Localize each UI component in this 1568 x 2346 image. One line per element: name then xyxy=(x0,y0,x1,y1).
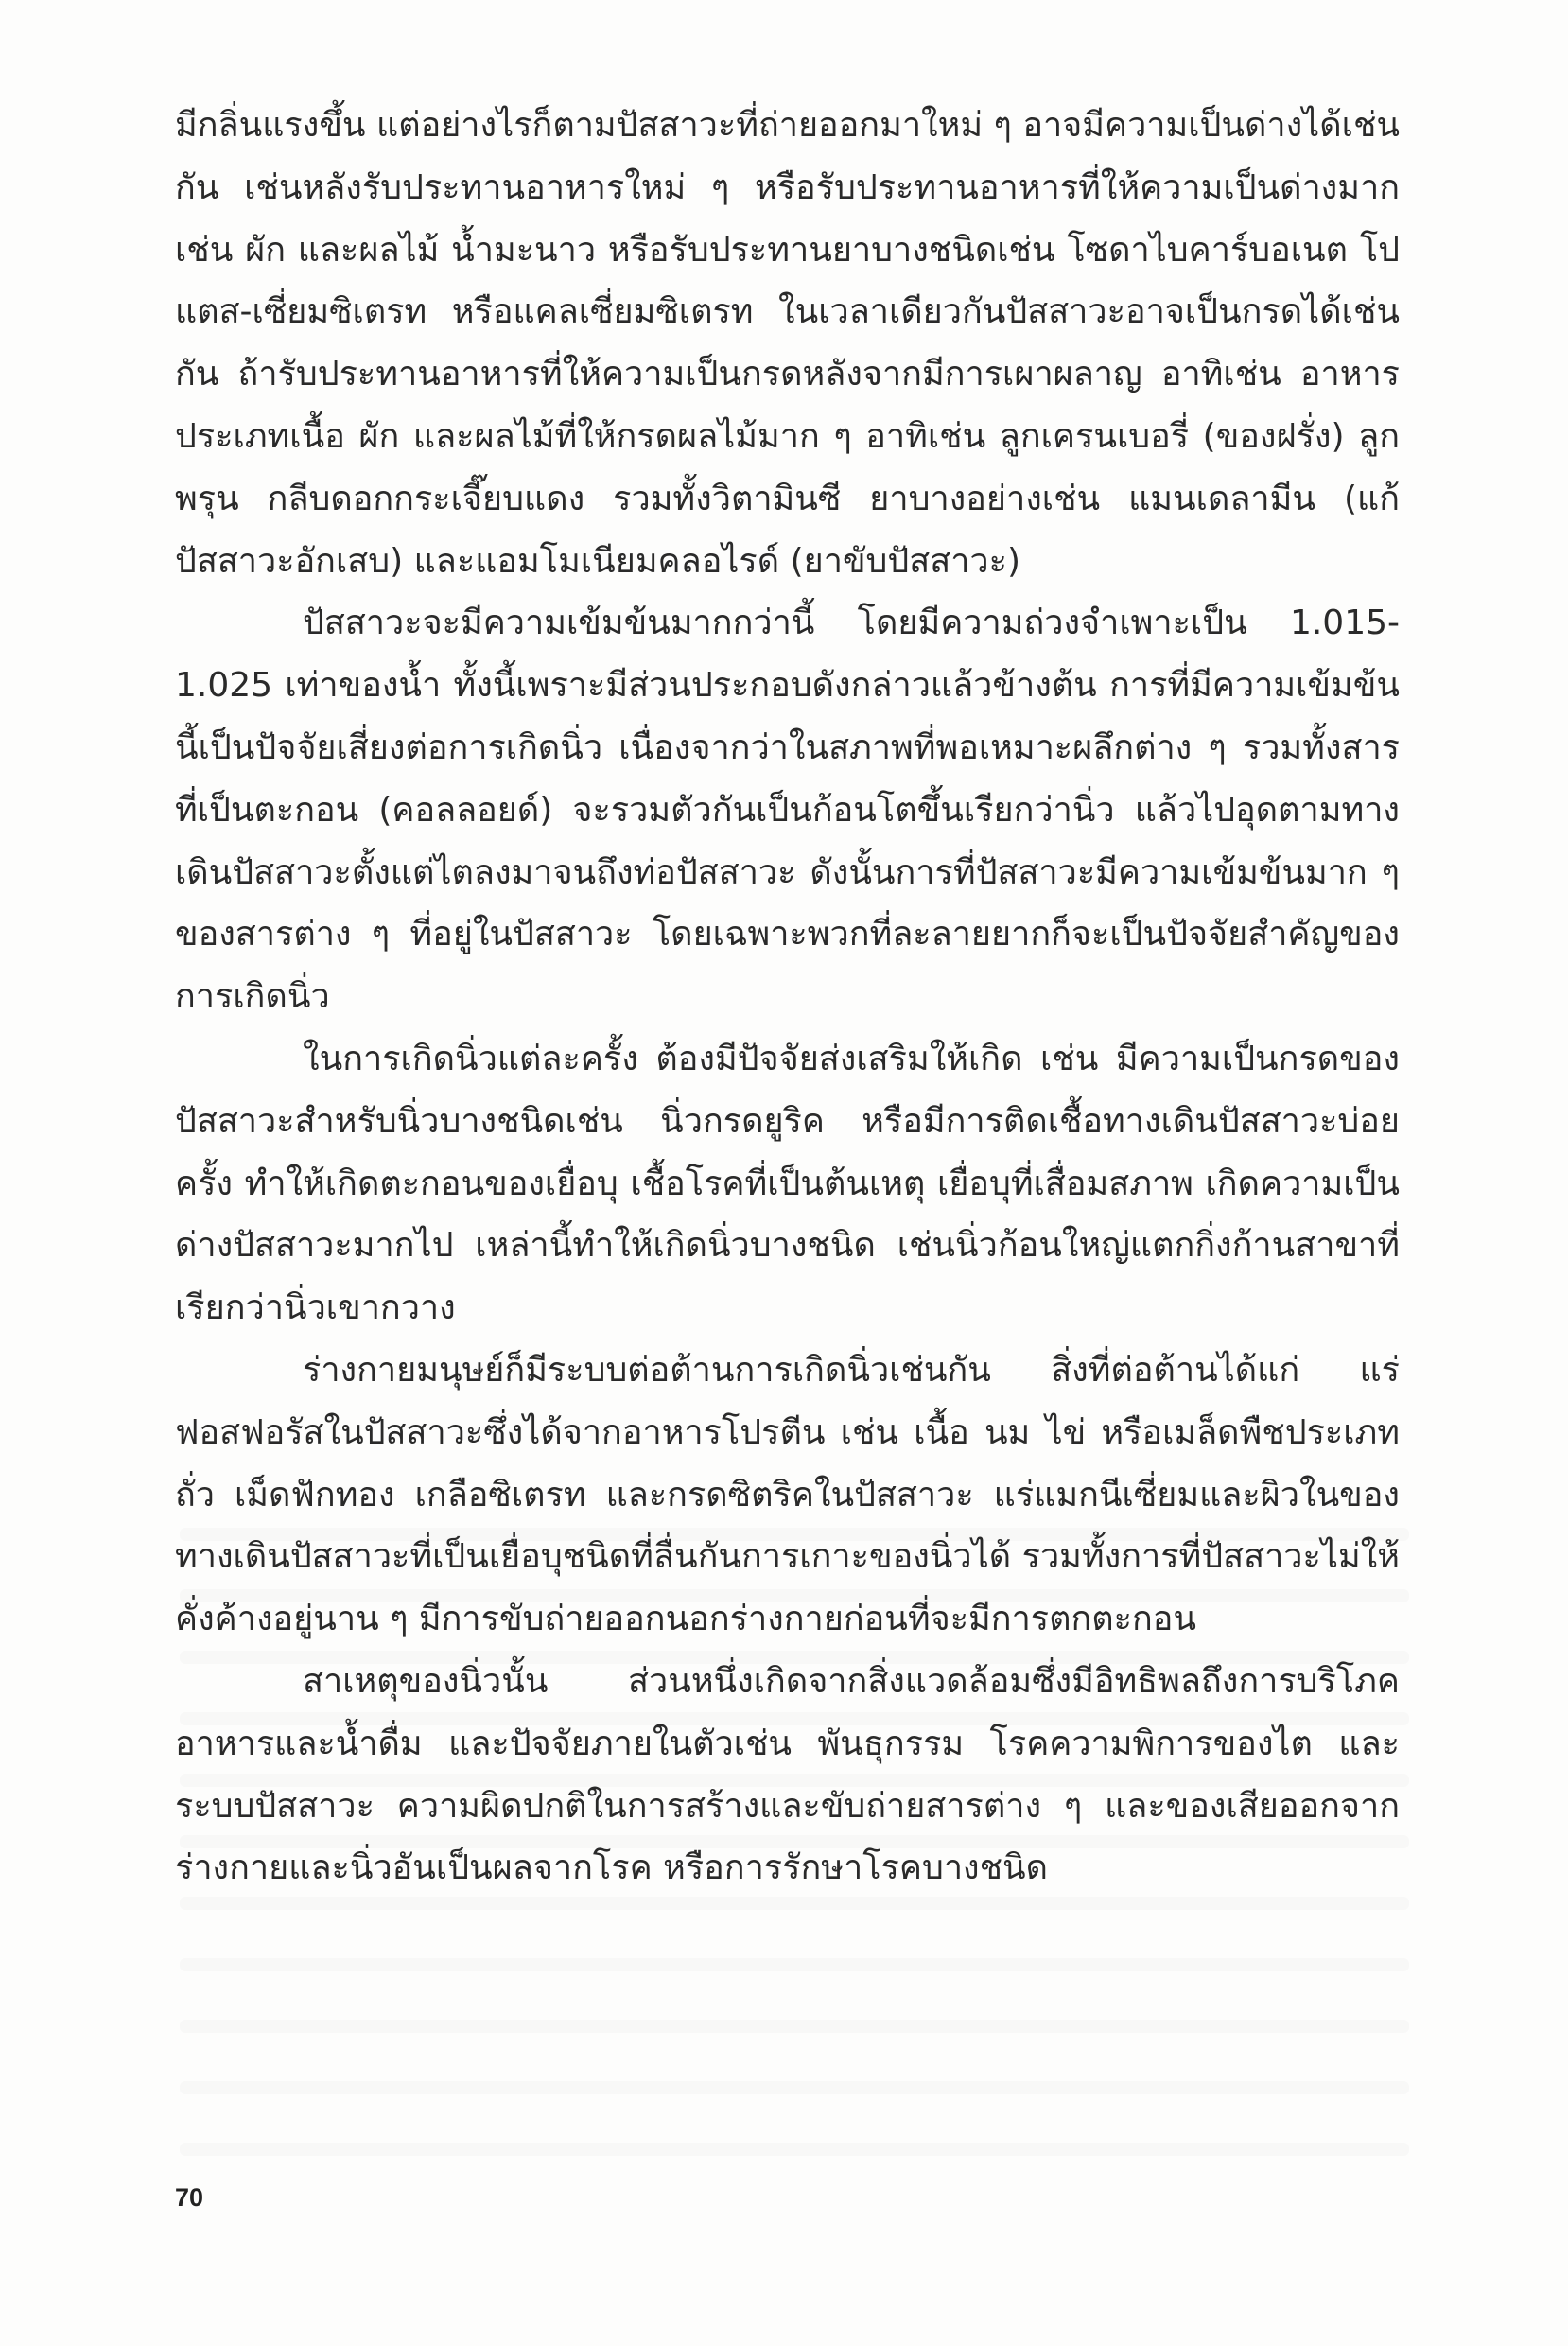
paragraph-stone-promoting-factors: ในการเกิดนิ่วแต่ละครั้ง ต้องมีปัจจัยส่งเสริมให้เกิด เช่น มีความเป็นกรดของปัสสาวะสำหรับนิ่วบางชนิดเช่น นิ่วกรดยูริค หรือมีการติดเชื้อทางเดินปัสสาวะบ่อยครั้ง ทำให้เกิดตะกอนของเยื่อบุ เชื้อโรคที่เป็นต้นเหตุ เยื่อบุที่เสื่อมสภาพ เกิดความเป็นด่างปัสสาวะมากไป เหล่านี้ทำให้เกิดนิ่วบางชนิด เช่นนิ่วก้อนใหญ่แตกกิ่งก้านสาขาที่เรียกว่านิ่วเขากวาง xyxy=(175,1039,1400,1328)
show-through-mark xyxy=(180,2020,1409,2033)
show-through-mark xyxy=(180,1958,1409,1971)
show-through-mark xyxy=(180,2081,1409,2094)
paragraph-stone-causes: สาเหตุของนิ่วนั้น ส่วนหนึ่งเกิดจากสิ่งแวดล้อมซึ่งมีอิทธิพลถึงการบริโภคอาหารและน้ำดื่ม และปัจจัยภายในตัวเช่น พันธุกรรม โรคความพิการของไต และระบบปัสสาวะ ความผิดปกติในการสร้างและขับถ่ายสารต่าง ๆ และของเสียออกจากร่างกายและนิ่วอันเป็นผลจากโรค หรือการรักษาโรคบางชนิด xyxy=(175,1661,1400,1888)
page-number: 70 xyxy=(175,2183,204,2212)
body-text xyxy=(175,95,1400,1900)
paragraph-body-defense: ร่างกายมนุษย์ก็มีระบบต่อต้านการเกิดนิ่วเช่นกัน สิ่งที่ต่อต้านได้แก่ แร่ฟอสฟอรัสในปัสสาวะซึ่งได้จากอาหารโปรตีน เช่น เนื้อ นม ไข่ หรือเมล็ดพืชประเภทถั่ว เม็ดฟักทอง เกลือซิเตรท และกรดซิตริคในปัสสาวะ แร่แมกนีเซี่ยมและผิวในของทางเดินปัสสาวะที่เป็นเยื่อบุชนิดที่ลื่นกันการเกาะของนิ่วได้ รวมทั้งการที่ปัสสาวะไม่ให้คั่งค้างอยู่นาน ๆ มีการขับถ่ายออกนอกร่างกายก่อนที่จะมีการตกตะกอน xyxy=(175,1350,1400,1639)
paragraph-urine-concentration: ปัสสาวะจะมีความเข้มข้นมากกว่านี้ โดยมีความถ่วงจำเพาะเป็น 1.015-1.025 เท่าของน้ำ ทั้งนี้เพราะมีส่วนประกอบดังกล่าวแล้วข้างต้น การที่มีความเข้มข้นนี้เป็นปัจจัยเสี่ยงต่อการเกิดนิ่ว เนื่องจากว่าในสภาพที่พอเหมาะผลึกต่าง ๆ รวมทั้งสารที่เป็นตะกอน (คอลลอยด์) จะรวมตัวกันเป็นก้อนโตขึ้นเรียกว่านิ่ว แล้วไปอุดตามทางเดินปัสสาวะตั้งแต่ไตลงมาจนถึงท่อปัสสาวะ ดังนั้นการที่ปัสสาวะมีความเข้มข้นมาก ๆ ของสารต่าง ๆ ที่อยู่ในปัสสาวะ โดยเฉพาะพวกที่ละลายยากก็จะเป็นปัจจัยสำคัญของการเกิดนิ่ว xyxy=(175,604,1400,1017)
paragraph-urine-ph: มีกลิ่นแรงขึ้น แต่อย่างไรก็ตามปัสสาวะที่ถ่ายออกมาใหม่ ๆ อาจมีความเป็นด่างได้เช่นกัน เช่นหลังรับประทานอาหารใหม่ ๆ หรือรับประทานอาหารที่ให้ความเป็นด่างมาก เช่น ผัก และผลไม้ น้ำมะนาว หรือรับประทานยาบางชนิดเช่น โซดาไบคาร์บอเนต โปแตส-เซี่ยมซิเตรท หรือแคลเซี่ยมซิเตรท ในเวลาเดียวกันปัสสาวะอาจเป็นกรดได้เช่นกัน ถ้ารับประทานอาหารที่ให้ความเป็นกรดหลังจากมีการเผาผลาญ อาทิเช่น อาหารประเภทเนื้อ ผัก และผลไม้ที่ให้กรดผลไม้มาก ๆ อาทิเช่น ลูกเครนเบอรี่ (ของฝรั่ง) ลูกพรุน กลีบดอกกระเจี๊ยบแดง รวมทั้งวิตามินซี ยาบางอย่างเช่น แมนเดลามีน (แก้ปัสสาวะอักเสบ) และแอมโมเนียมคลอไรด์ (ยาขับปัสสาวะ) xyxy=(175,106,1400,581)
show-through-mark xyxy=(180,2143,1409,2156)
